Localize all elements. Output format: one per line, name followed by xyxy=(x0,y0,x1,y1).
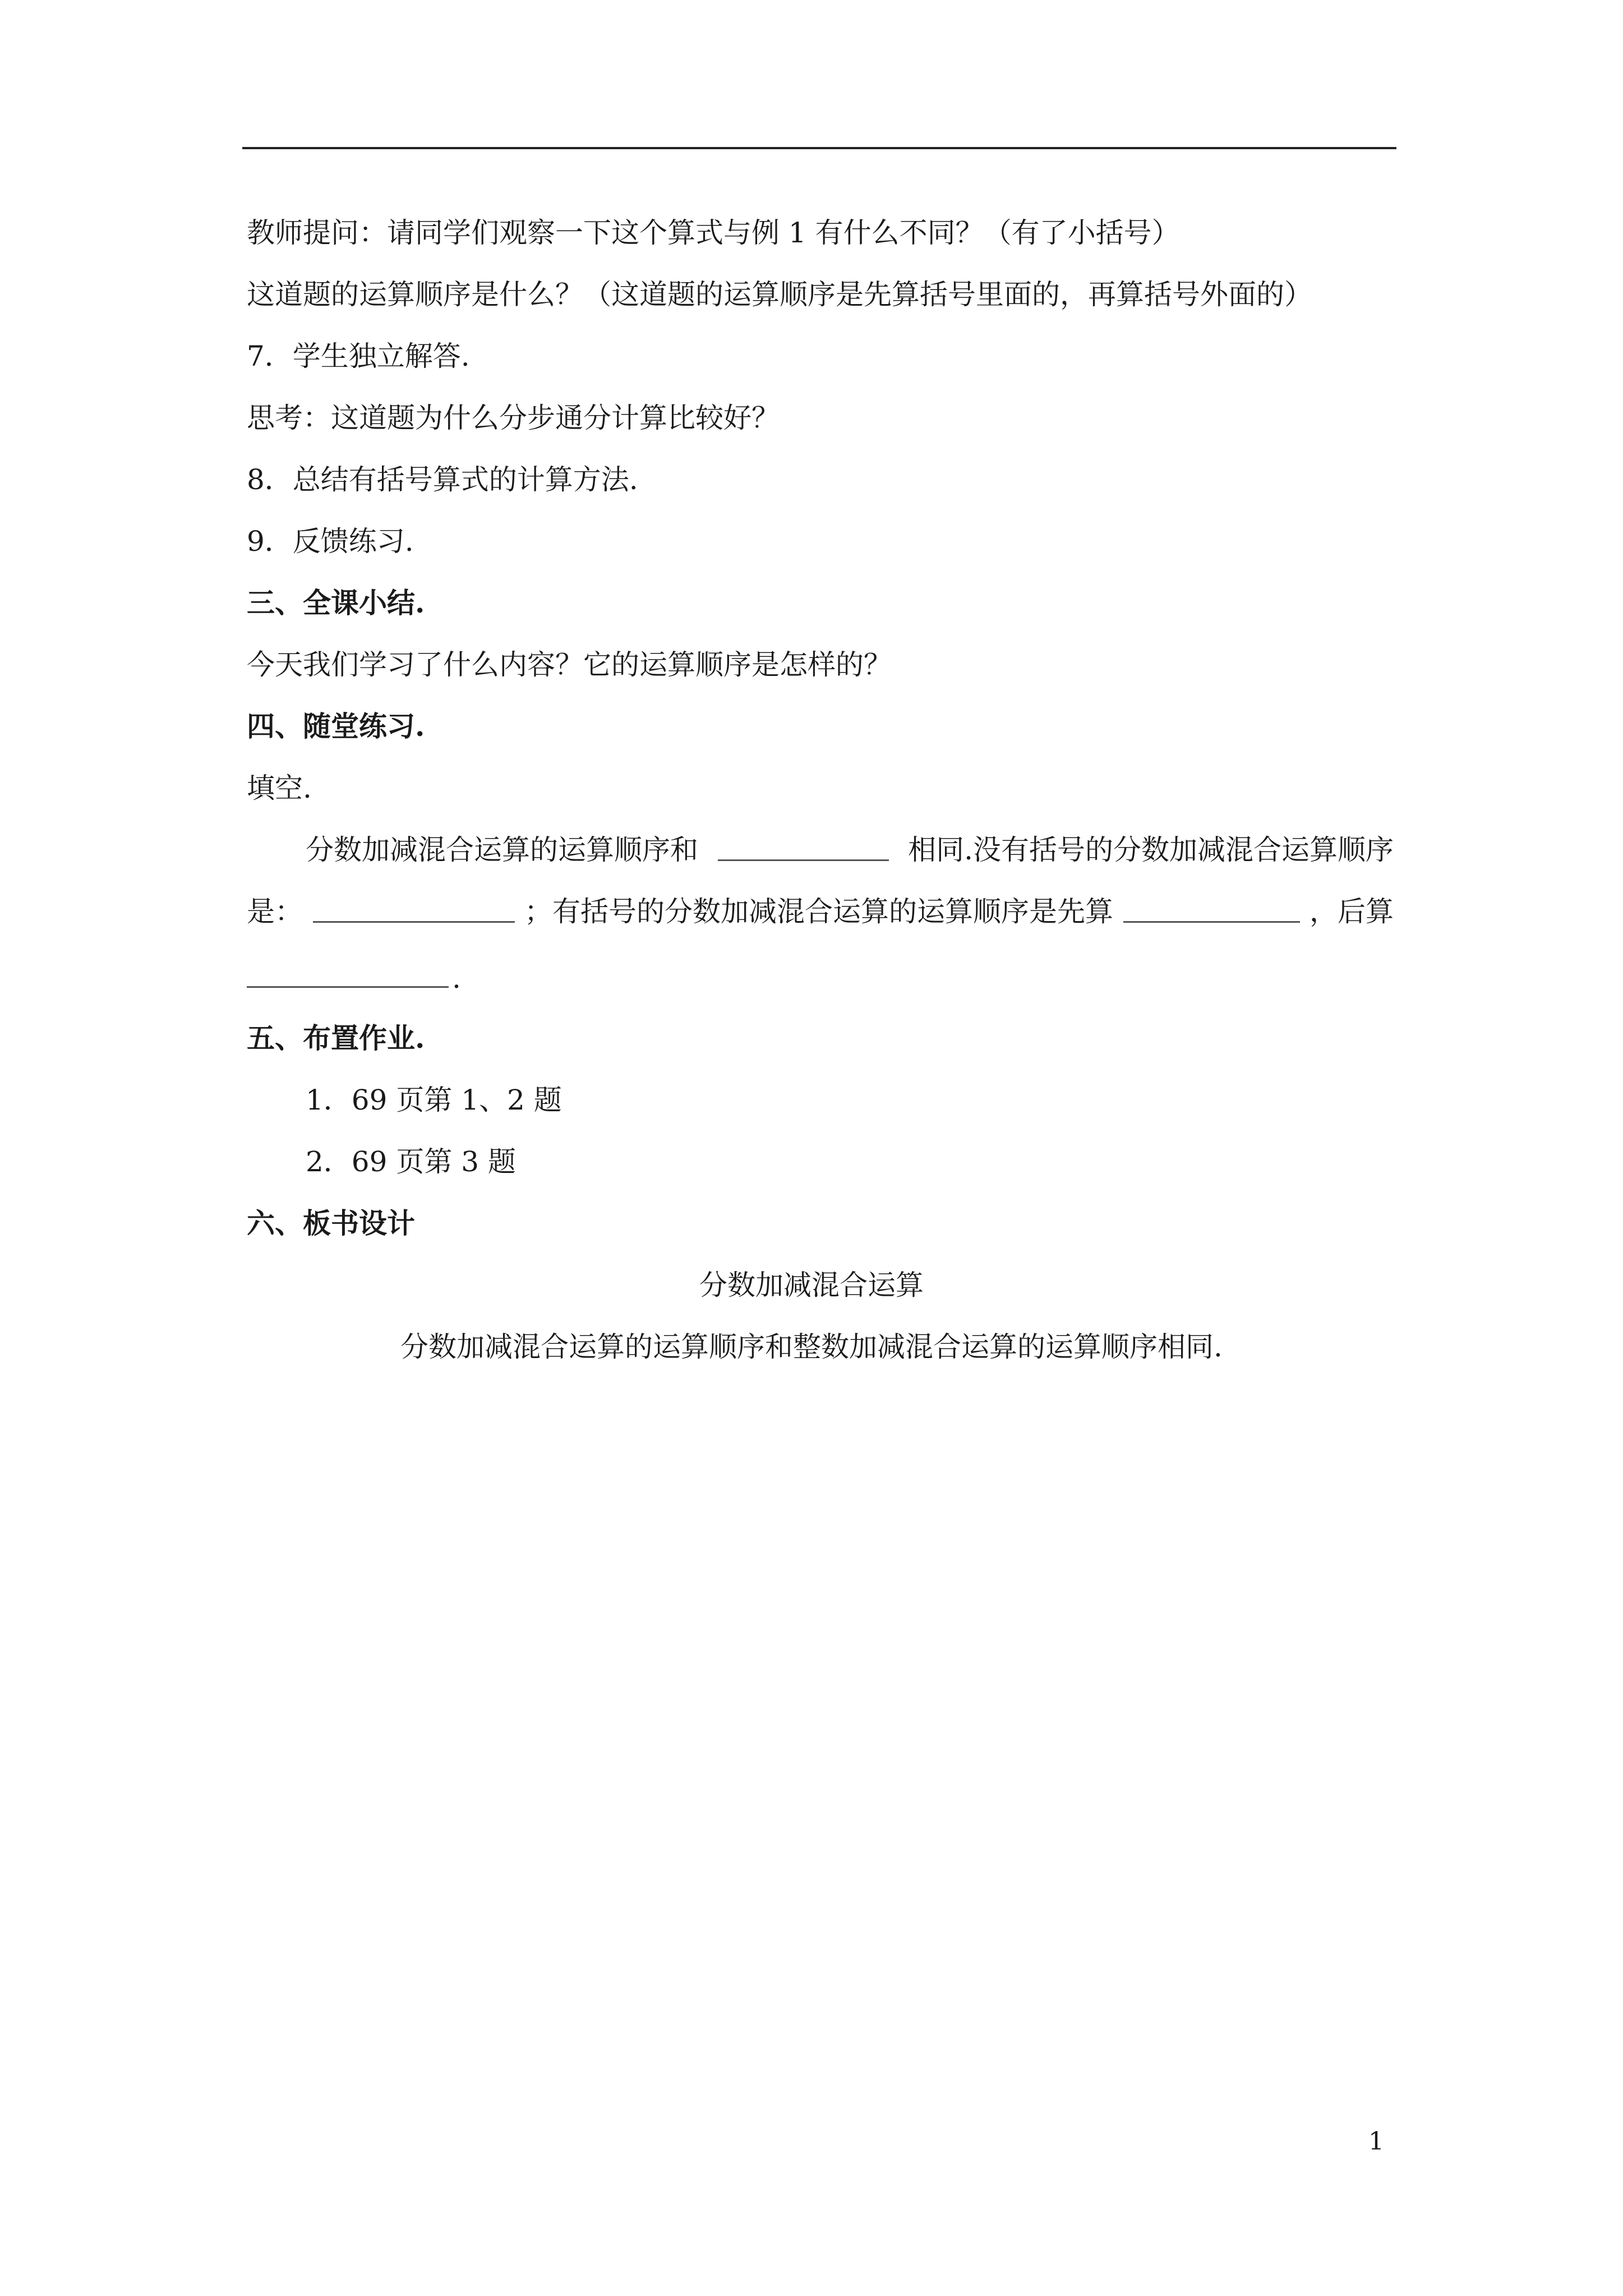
homework-item-2: 2．69 页第 3 题 xyxy=(306,1145,516,1178)
page-number: 1 xyxy=(1368,2127,1384,2156)
answer-blank-3 xyxy=(1123,893,1300,923)
header-rule xyxy=(242,147,1396,149)
section-heading-summary: 三、全课小结. xyxy=(247,586,425,619)
paragraph-summary-question: 今天我们学习了什么内容？它的运算顺序是怎样的？ xyxy=(247,648,892,681)
fill-blank-label: 填空. xyxy=(247,772,312,804)
fill-text-b: 相同.没有括号的分数加减混合运算顺序 xyxy=(908,834,1394,866)
fill-text-d: ；有括号的分数加减混合运算的运算顺序是先算 xyxy=(524,895,1113,928)
paragraph-think: 思考：这道题为什么分步通分计算比较好？ xyxy=(247,402,780,434)
fill-blank-line-1 xyxy=(306,831,1394,868)
fill-blank-line-2 xyxy=(247,893,1394,930)
homework-item-1: 1．69 页第 1、2 题 xyxy=(306,1084,562,1116)
section-heading-homework: 五、布置作业. xyxy=(247,1022,425,1055)
paragraph-step-7: 7．学生独立解答. xyxy=(247,340,470,372)
paragraph-step-9: 9．反馈练习. xyxy=(247,525,414,558)
fill-text-e: ，后算 xyxy=(1310,895,1394,928)
fill-text-c: 是： xyxy=(247,895,303,928)
fill-text-a: 分数加减混合运算的运算顺序和 xyxy=(306,834,698,866)
paragraph-order-question: 这道题的运算顺序是什么？（这道题的运算顺序是先算括号里面的，再算括号外面的） xyxy=(247,278,1312,311)
fill-text-f: . xyxy=(452,962,461,995)
answer-blank-4 xyxy=(247,958,449,988)
section-heading-board: 六、板书设计 xyxy=(247,1207,415,1240)
paragraph-step-8: 8．总结有括号算式的计算方法. xyxy=(247,463,638,496)
fill-blank-line-3 xyxy=(247,958,461,997)
board-title: 分数加减混合运算 xyxy=(699,1269,924,1301)
paragraph-teacher-question: 教师提问：请同学们观察一下这个算式与例 1 有什么不同？（有了小括号） xyxy=(247,217,1180,249)
answer-blank-1 xyxy=(718,831,889,861)
board-text: 分数加减混合运算的运算顺序和整数加减混合运算的运算顺序相同. xyxy=(400,1331,1223,1363)
section-heading-practice: 四、随堂练习. xyxy=(247,710,425,743)
answer-blank-2 xyxy=(313,893,515,923)
